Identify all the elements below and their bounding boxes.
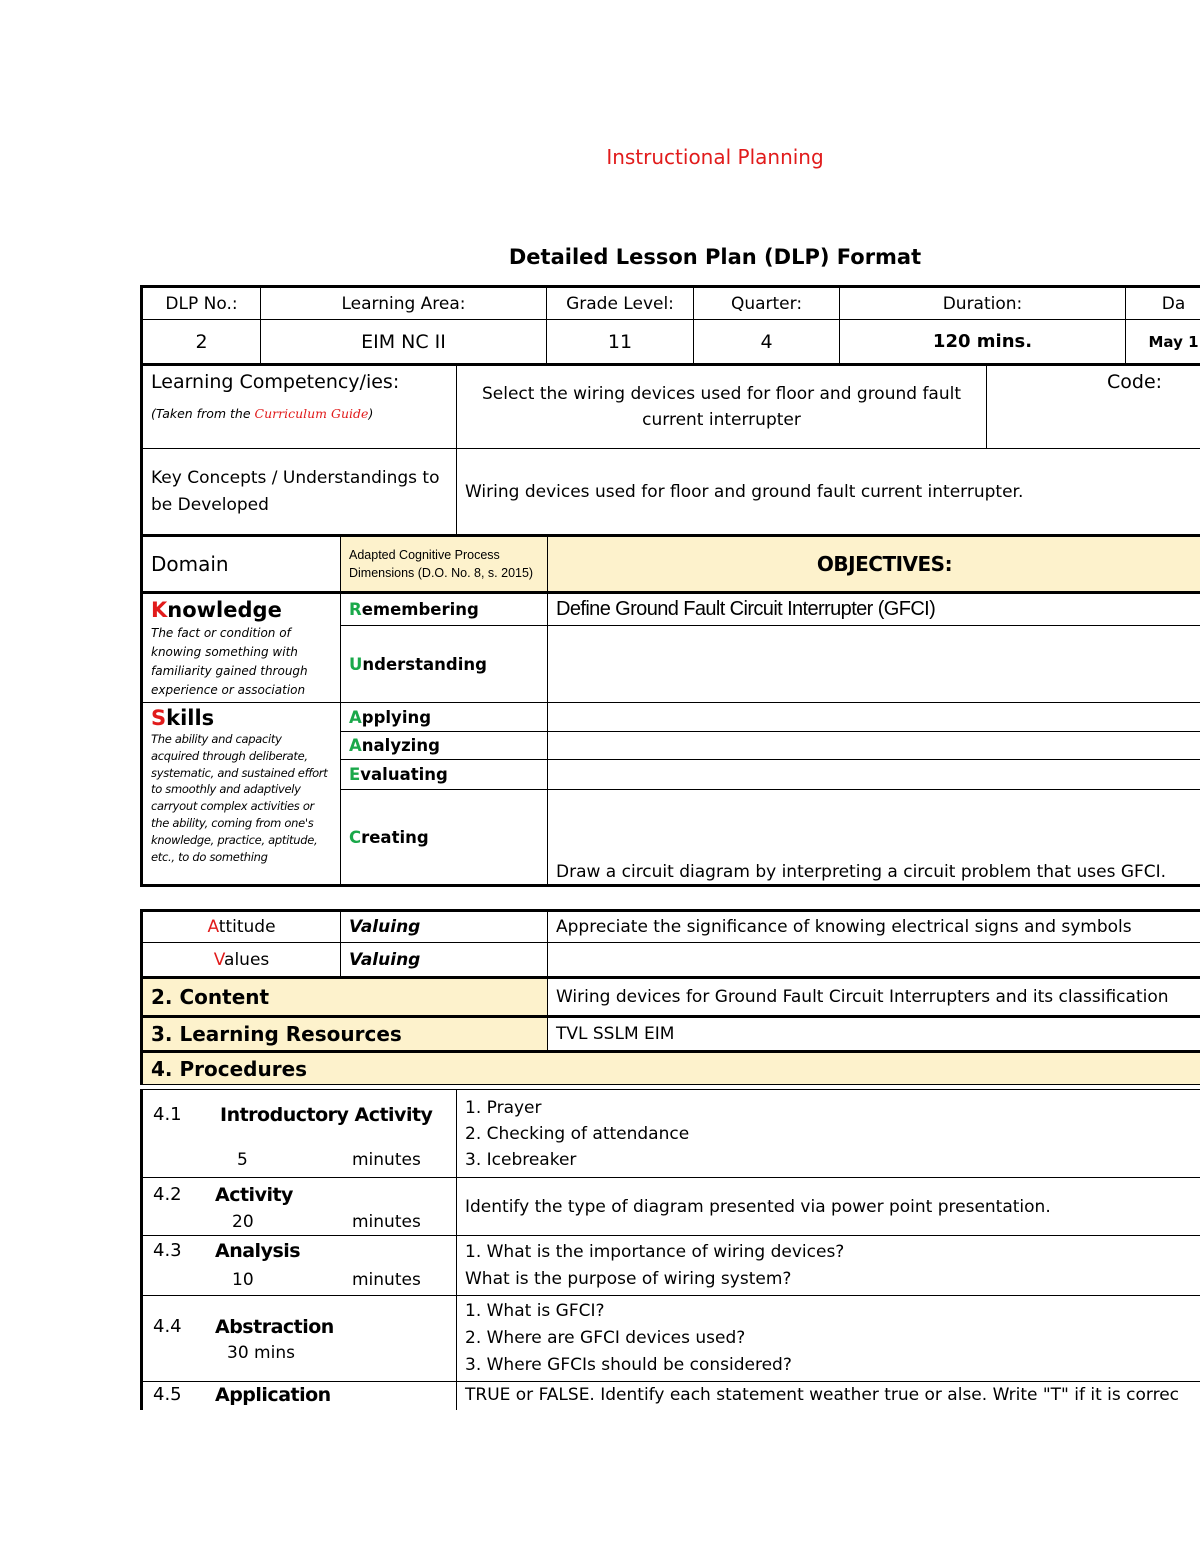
applying-letter: A [349,707,362,727]
procedures-label: 4. Procedures [142,1052,1200,1085]
grade-level-label: Grade Level: [547,287,694,320]
evaluating-letter: E [349,765,361,784]
date-label: Da [1126,287,1200,320]
procedure-41-line: 1. Prayer [465,1097,542,1118]
curriculum-guide-link: Curriculum Guide [254,406,369,421]
procedure-44-num: 4.4 [153,1316,182,1337]
content-text: Wiring devices for Ground Fault Circuit Interrupters and its classification [548,978,1200,1017]
competency-note-suffix: ) [368,406,374,421]
date-value: May 1 [1126,320,1200,365]
code-label: Code: [987,365,1200,449]
domain-header: Domain [142,536,341,593]
objectives-table [140,534,1200,887]
competency-note-prefix: (Taken from the [151,406,255,421]
procedure-41-line: 2. Checking of attendance [465,1123,690,1144]
values-dim: Valuing [341,943,548,978]
grade-level-value: 11 [547,320,694,365]
procedure-43-text [457,1236,1200,1296]
attitude-letter: A [207,917,219,937]
procedure-43-name: Analysis [215,1240,301,1262]
duration-value: 120 mins. [840,320,1126,365]
procedure-41-time: 5 [237,1150,248,1170]
duration-label: Duration: [840,287,1126,320]
competency-label: Learning Competency/ies: [151,371,400,393]
procedure-43-cell [142,1236,457,1296]
values-rest: alues [224,949,270,970]
analyzing-label [341,732,548,760]
procedure-44-line: 3. Where GFCIs should be considered? [465,1355,792,1375]
procedure-44-time: 30 mins [227,1343,295,1363]
creating-label [341,790,548,886]
key-concepts-text: Wiring devices used for floor and ground fault current interrupter. [457,449,1200,535]
skills-cell [142,703,341,886]
procedures-table [140,1089,1200,1410]
knowledge-letter: K [151,598,168,622]
quarter-label: Quarter: [694,287,840,320]
procedure-42-name: Activity [215,1184,293,1206]
competency-label-cell [142,365,457,449]
understanding-label [341,626,548,703]
evaluating-label [341,760,548,790]
understanding-objective [548,626,1200,703]
attitude-objective: Appreciate the significance of knowing electrical signs and symbols [548,911,1200,943]
procedure-41-unit: minutes [352,1150,421,1170]
evaluating-rest: valuating [360,765,448,784]
procedure-42-time: 20 [232,1212,254,1232]
procedure-43-line: What is the purpose of wiring system? [465,1268,792,1289]
procedure-42-unit: minutes [352,1212,421,1232]
applying-rest: pplying [361,707,432,727]
skills-desc: The ability and capacity acquired through deliberate, systematic, and sustained effort to smoothly and adaptively carryout complex activities or the ability, coming from one's knowledge, practice, aptitude, etc., to do something [151,732,328,864]
learning-area-value: EIM NC II [261,320,547,365]
remembering-label [341,593,548,626]
remembering-letter: R [349,600,362,619]
objectives-header: OBJECTIVES: [548,536,1200,593]
procedure-45-text: TRUE or FALSE. Identify each statement weather true or alse. Write "T" if it is correc [457,1382,1200,1410]
dlp-no-label: DLP No.: [142,287,261,320]
procedure-row [142,1382,1200,1410]
competency-table [140,364,1200,535]
dlp-no-value: 2 [142,320,261,365]
procedure-41-cell [142,1090,457,1178]
resources-label: 3. Learning Resources [142,1017,548,1052]
procedure-42-num: 4.2 [153,1184,182,1205]
key-concepts-label: Key Concepts / Understandings to be Developed [142,449,457,535]
values-objective [548,943,1200,978]
analyzing-objective [548,732,1200,760]
knowledge-desc: The fact or condition of knowing something with familiarity gained through experience or association [151,626,308,697]
procedure-42-text: Identify the type of diagram presented via power point presentation. [457,1178,1200,1236]
skills-title: kills [166,706,215,730]
applying-label [341,703,548,732]
dlp-info-table [140,285,1200,366]
procedure-41-num: 4.1 [153,1104,182,1125]
values-letter: V [213,949,225,970]
attitude-values-table [140,909,1200,1085]
content-label: 2. Content [142,978,548,1017]
applying-objective [548,703,1200,732]
understanding-rest: nderstanding [362,654,487,674]
procedure-row [142,1178,1200,1236]
procedure-row [142,1236,1200,1296]
procedure-41-line: 3. Icebreaker [465,1149,577,1170]
attitude-rest: ttitude [218,917,276,937]
analyzing-letter: A [349,736,362,755]
remembering-rest: emembering [361,600,479,619]
skills-letter: S [151,706,167,730]
procedure-41-text [457,1090,1200,1178]
procedure-44-name: Abstraction [215,1316,334,1338]
procedure-44-line: 2. Where are GFCI devices used? [465,1328,746,1348]
knowledge-cell [142,593,341,703]
procedure-42-cell [142,1178,457,1236]
attitude-dim: Valuing [341,911,548,943]
attitude-label [142,911,341,943]
procedure-row [142,1296,1200,1382]
remembering-objective: Define Ground Fault Circuit Interrupter (GFCI) [548,593,1200,626]
creating-letter: C [349,827,362,847]
procedure-41-name: Introductory Activity [220,1104,433,1126]
competency-text: Select the wiring devices used for floor and ground fault current interrupter [457,365,987,449]
procedure-43-unit: minutes [352,1270,421,1290]
procedure-44-cell [142,1296,457,1382]
knowledge-title: nowledge [167,598,282,622]
resources-text: TVL SSLM EIM [548,1017,1200,1052]
document-title: Detailed Lesson Plan (DLP) Format [508,245,922,269]
quarter-value: 4 [694,320,840,365]
understanding-letter: U [349,654,363,674]
evaluating-objective [548,760,1200,790]
analyzing-rest: nalyzing [361,736,440,755]
dims-header: Adapted Cognitive Process Dimensions (D.O. No. 8, s. 2015) [341,536,548,593]
procedure-43-line: 1. What is the importance of wiring devices? [465,1241,845,1262]
procedure-45-num: 4.5 [153,1384,182,1405]
creating-rest: reating [361,827,429,847]
creating-objective: Draw a circuit diagram by interpreting a circuit problem that uses GFCI. [548,790,1200,886]
procedure-45-name: Application [215,1384,331,1406]
procedure-45-cell [142,1382,457,1410]
values-label [142,943,341,978]
procedure-row [142,1090,1200,1178]
procedure-44-text [457,1296,1200,1382]
procedure-44-line: 1. What is GFCI? [465,1301,605,1321]
learning-area-label: Learning Area: [261,287,547,320]
procedure-43-num: 4.3 [153,1240,182,1261]
procedure-43-time: 10 [232,1270,254,1290]
section-title: Instructional Planning [606,145,824,169]
